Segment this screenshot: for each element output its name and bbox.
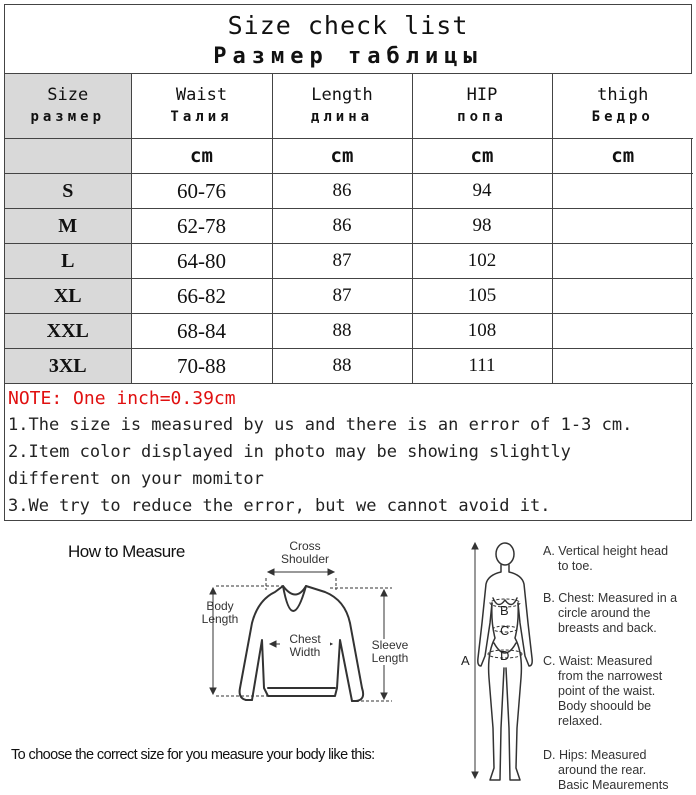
header-row: [5, 74, 693, 139]
units-row: [5, 139, 693, 174]
unit-cell: cm: [131, 139, 272, 174]
waist-cell: 60-76: [131, 174, 272, 209]
header-length: Length длина: [272, 74, 412, 139]
legend-c: C. Waist: Measured from the narrowest point of the waist. Body shoould be relaxed.: [543, 654, 663, 728]
size-cell: 3XL: [5, 349, 131, 384]
length-cell: 87: [272, 244, 412, 279]
hip-cell: 102: [412, 244, 552, 279]
size-cell: M: [5, 209, 131, 244]
table-row: [5, 209, 693, 244]
legend-d: D. Hips: Measured around the rear. Basic Meaurements: [543, 748, 669, 792]
legend-a: A. Vertical height head to toe.: [543, 544, 669, 573]
note-line: 3.We try to reduce the error, but we cannot avoid it.: [8, 496, 551, 516]
how-to-measure-section: [0, 528, 696, 795]
hip-cell: 98: [412, 209, 552, 244]
unit-cell: cm: [412, 139, 552, 174]
figure-letter-c: C: [500, 623, 510, 638]
body-length-label: Body Length: [201, 599, 239, 626]
table-row: [5, 349, 693, 384]
header-waist: Waist Талия: [131, 74, 272, 139]
waist-cell: 64-80: [131, 244, 272, 279]
figure-letter-d: D: [500, 648, 510, 663]
cross-shoulder-label: Cross Shoulder: [280, 539, 330, 566]
measure-footer: To choose the correct size for you measure your body like this:: [11, 747, 375, 763]
chest-width-label: Chest Width: [280, 633, 330, 659]
figure-letter-a: A: [461, 653, 470, 668]
length-cell: 86: [272, 209, 412, 244]
sweater-diagram-icon: [0, 528, 420, 728]
note-line: 1.The size is measured by us and there is an error of 1-3 cm.: [8, 415, 633, 435]
table-row: [5, 279, 693, 314]
thigh-cell: [552, 349, 693, 384]
size-chart: [4, 4, 692, 521]
length-cell: 86: [272, 174, 412, 209]
size-cell: XXL: [5, 314, 131, 349]
unit-cell: [5, 139, 131, 174]
length-cell: 88: [272, 314, 412, 349]
thigh-cell: [552, 174, 693, 209]
hip-cell: 108: [412, 314, 552, 349]
title-box: [5, 5, 691, 74]
title-english: Size check list: [227, 11, 469, 40]
size-cell: S: [5, 174, 131, 209]
length-cell: 88: [272, 349, 412, 384]
table-row: [5, 174, 693, 209]
length-cell: 87: [272, 279, 412, 314]
header-hip: HIP попа: [412, 74, 552, 139]
size-table: [5, 74, 693, 384]
size-cell: L: [5, 244, 131, 279]
header-size: Size размер: [5, 74, 131, 139]
hip-cell: 94: [412, 174, 552, 209]
hip-cell: 111: [412, 349, 552, 384]
note-header: NOTE: One inch=0.39cm: [8, 388, 236, 409]
legend-b: B. Chest: Measured in a circle around the breasts and back.: [543, 591, 678, 635]
table-row: [5, 314, 693, 349]
thigh-cell: [552, 279, 693, 314]
measure-title: How to Measure: [68, 542, 185, 561]
figure-letter-b: B: [500, 603, 509, 618]
size-cell: XL: [5, 279, 131, 314]
unit-cell: cm: [552, 139, 693, 174]
waist-cell: 70-88: [131, 349, 272, 384]
header-thigh: thigh Бедро: [552, 74, 693, 139]
waist-cell: 66-82: [131, 279, 272, 314]
note-line: different on your momitor: [8, 469, 264, 489]
title-russian: Размер таблицы: [213, 44, 483, 69]
sleeve-length-label: Sleeve Length: [364, 639, 416, 665]
unit-cell: cm: [272, 139, 412, 174]
table-row: [5, 244, 693, 279]
notes-section: [5, 384, 691, 520]
waist-cell: 68-84: [131, 314, 272, 349]
note-line: 2.Item color displayed in photo may be showing slightly: [8, 442, 571, 462]
waist-cell: 62-78: [131, 209, 272, 244]
hip-cell: 105: [412, 279, 552, 314]
thigh-cell: [552, 209, 693, 244]
thigh-cell: [552, 314, 693, 349]
thigh-cell: [552, 244, 693, 279]
